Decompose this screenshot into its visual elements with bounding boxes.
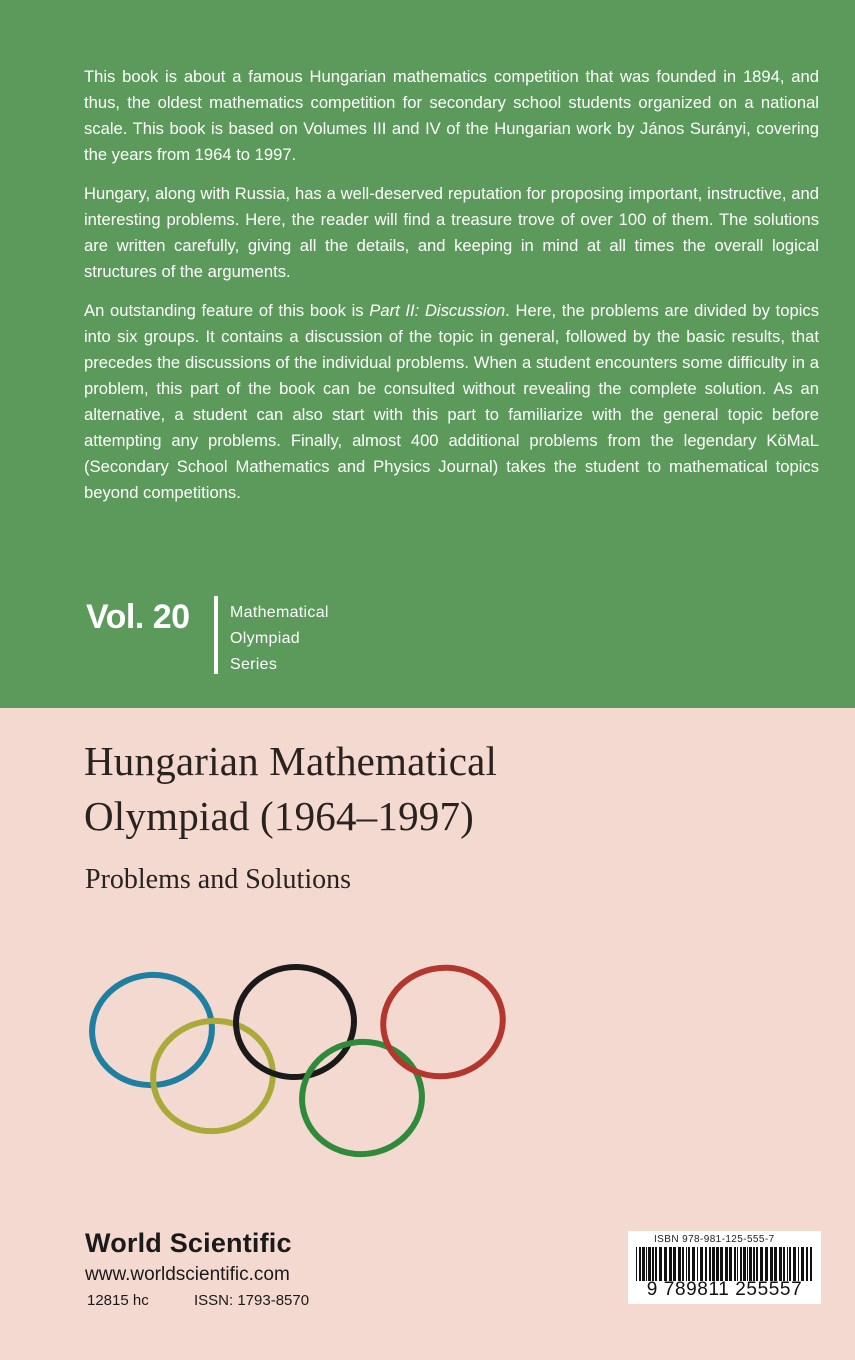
barcode-bar [747,1247,748,1281]
barcode-bar [686,1247,687,1281]
barcode-bar [709,1247,711,1281]
barcode-bar [642,1247,645,1281]
barcode-bar [789,1247,791,1281]
barcode-bar [765,1247,768,1281]
barcode-bar [806,1247,808,1281]
barcode-bar [783,1247,785,1281]
issn-number: ISSN: 1793-8570 [194,1292,310,1309]
barcode-bar [793,1247,796,1281]
barcode-bar [655,1247,657,1281]
series-line-2: Olympiad [230,630,300,647]
barcode-bar [734,1247,736,1281]
publisher-website: www.worldscientific.com [85,1264,290,1285]
barcode-bar [749,1247,752,1281]
barcode-bar [705,1247,707,1281]
barcode-bar [697,1247,698,1281]
barcode-bar [648,1247,651,1281]
blurb [84,64,819,519]
blurb-paragraph-2: Hungary, along with Russia, has a well-deserved reputation for proposing important, instructive, and interesting problems. Here, the reader will find a treasure trove of over 100 of them. The solutions are written carefully, giving all the details, and keeping in mind at all times the overall logical structures of the arguments. [84,184,819,281]
book-subtitle: Problems and Solutions [85,864,352,895]
book-title-line-2: Olympiad (1964–1997) [84,793,475,839]
barcode-bar [801,1247,804,1281]
barcode-bar [716,1247,719,1281]
barcode-bar [740,1247,742,1281]
blurb-paragraph-3 [84,298,819,506]
barcode-bar [646,1247,647,1281]
barcode-bar [700,1247,703,1281]
barcode-bar [760,1247,763,1281]
barcode-bar [787,1247,788,1281]
barcode-bar [678,1247,681,1281]
black-ring [231,961,360,1083]
barcode-bar [725,1247,728,1281]
barcode-bar [737,1247,738,1281]
barcode-bar [652,1247,654,1281]
barcode-bar [774,1247,777,1281]
barcode-bars [636,1247,813,1281]
book-title [84,734,497,844]
series-name [230,600,329,678]
book-code: 12815 hc [87,1292,149,1309]
barcode-bar [682,1247,684,1281]
isbn-label: ISBN 978-981-125-555-7 [654,1234,775,1245]
green-ring [295,1034,429,1162]
barcode-bar [729,1247,732,1281]
barcode-bar [810,1247,812,1281]
barcode-bar [779,1247,782,1281]
book-title-line-1: Hungarian Mathematical [84,738,498,784]
barcode-bar [712,1247,715,1281]
barcode-bar [639,1247,641,1281]
series-line-3: Series [230,656,278,673]
barcode-bar [664,1247,667,1281]
barcode-bar [673,1247,676,1281]
blurb-p3-end: . Here, the problems are divided by topics into six groups. It contains a discussion of the topic in general, followed by the basic results, that precedes the discussions of the individual problems. When a student encounters some difficulty in a problem, this part of the book can be consulted without revealing the complete solution. As an alternative, a student can also start with this part to familiarize with the general topic before attempting any problems. Finally, almost 400 additional problems from the legendary KöMaL (Secondary School Mathematics and Physics Journal) takes the student to mathematical topics beyond competitions. [84,301,819,502]
barcode-bar [636,1247,637,1281]
barcode-bar [669,1247,672,1281]
barcode-bar [688,1247,690,1281]
barcode-bar [756,1247,758,1281]
red-ring [373,957,513,1088]
barcode-bar [659,1247,662,1281]
barcode-bar [720,1247,723,1281]
barcode-bar [770,1247,773,1281]
barcode-bar [692,1247,695,1281]
barcode-bar [798,1247,799,1281]
barcode-bar [753,1247,755,1281]
blurb-p3-start: An outstanding feature of this book is [84,301,370,320]
volume-number: Vol. 20 [86,598,190,636]
blurb-paragraph-1: This book is about a famous Hungarian mathematics competition that was founded in 1894, and thus, the oldest mathematics competition for secondary school students organized on a national scale. This book is based on Volumes III and IV of the Hungarian work by János Surányi, covering the years from 1964 to 1997. [84,67,819,164]
series-divider [214,596,218,674]
barcode [628,1231,821,1304]
publisher-name: World Scientific [85,1228,292,1258]
blurb-p3-emphasis: Part II: Discussion [369,301,506,320]
barcode-number: 9 789811 255557 [646,1279,803,1300]
series-line-1: Mathematical [230,604,329,621]
barcode-bar [743,1247,746,1281]
olympic-rings-image [70,940,530,1180]
